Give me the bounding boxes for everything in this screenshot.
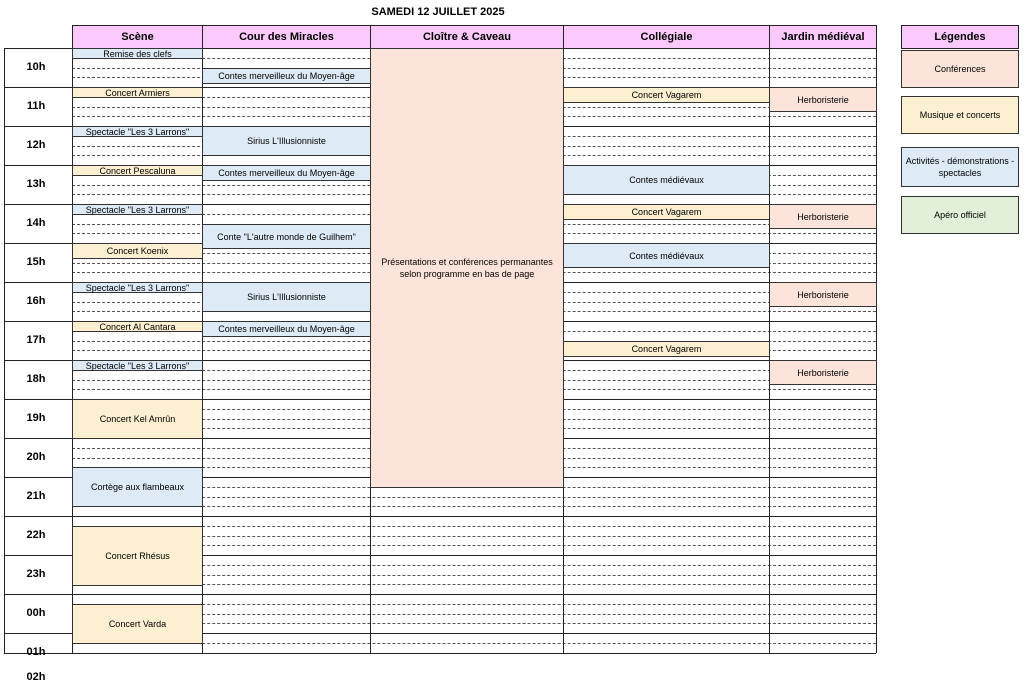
legend-label: Conférences [934,64,986,74]
event-label: Sirius L'Illusionniste [247,136,326,146]
event-block[interactable] [72,126,203,137]
hour-label: 20h [26,451,46,463]
event-label: Contes merveilleux du Moyen-âge [218,71,355,81]
event-block[interactable] [72,48,203,59]
legend-label: Apéro officiel [934,210,986,220]
event-label: Contes merveilleux du Moyen-âge [218,168,355,178]
event-label: Remise des clefs [103,48,172,59]
event-label: Concert Al Cantara [99,321,176,332]
hour-label: 02h [26,671,46,683]
event-label: Conte "L'autre monde de Guilhem" [217,231,356,242]
event-label: Contes merveilleux du Moyen-âge [218,324,355,334]
event-label: Spectacle "Les 3 Larrons" [85,204,190,215]
event-label: Concert Koenix [106,246,169,256]
event-block[interactable] [72,467,203,507]
event-label: Herboristerie [797,367,849,378]
event-block[interactable] [563,165,770,195]
hour-label: 22h [26,529,46,541]
column-header: Cour des Miracles [202,25,371,49]
hour-label: 21h [26,490,46,502]
hour-label: 16h [26,295,46,307]
event-label: Herboristerie [797,211,849,222]
hour-line [4,516,876,517]
event-label: Cortège aux flambeaux [90,482,185,492]
hour-label: 11h [26,100,46,112]
event-block[interactable] [202,68,371,84]
legend-item [901,96,1019,134]
event-label: Spectacle "Les 3 Larrons" [85,126,190,137]
event-label: Contes médiévaux [629,175,704,185]
event-block[interactable] [202,321,371,337]
event-block[interactable] [563,341,770,357]
event-label: Présentations et conférences permanantes selon programme en bas de page [381,257,553,279]
event-block[interactable] [72,87,203,98]
event-label: Sirius L'Illusionniste [247,292,326,302]
event-label: Herboristerie [797,94,849,105]
event-block[interactable] [202,282,371,312]
event-label: Spectacle "Les 3 Larrons" [85,360,190,371]
event-label: Concert Vagarem [631,344,702,354]
column-header: Collégiale [563,25,770,49]
hour-label: 12h [26,139,46,151]
column-header: Jardin médiéval [769,25,877,49]
hour-label: 18h [26,373,46,385]
event-block[interactable] [769,360,877,385]
legend-title: Légendes [901,25,1019,49]
event-block[interactable] [72,321,203,332]
hour-label: 23h [26,568,46,580]
column-divider [876,48,877,653]
event-block[interactable] [563,87,770,103]
event-block[interactable] [769,204,877,229]
page-title: SAMEDI 12 JUILLET 2025 [371,6,505,18]
column-header: Scène [72,25,203,49]
hour-label: 19h [26,412,46,424]
event-block[interactable] [563,204,770,220]
event-label: Concert Vagarem [631,207,702,217]
event-label: Concert Vagarem [631,90,702,100]
event-block[interactable] [72,526,203,586]
event-label: Spectacle "Les 3 Larrons" [85,282,190,293]
hour-line [4,653,876,654]
event-block[interactable] [563,243,770,268]
event-block[interactable] [72,204,203,215]
event-block[interactable] [72,360,203,371]
column-header: Cloître & Caveau [370,25,564,49]
hour-label: 14h [26,217,46,229]
event-block[interactable] [72,604,203,644]
hour-label: 00h [26,607,46,619]
event-label: Concert Rhésus [105,551,170,561]
hour-label: 10h [26,61,46,73]
event-label: Concert Pescaluna [99,165,176,176]
hour-label: 01h [26,646,46,658]
event-block[interactable] [72,399,203,439]
event-label: Contes médiévaux [629,250,704,261]
event-label: Concert Kel Amrûn [99,414,176,424]
event-block[interactable] [72,282,203,293]
hour-label: 13h [26,178,46,190]
hour-line [4,594,876,595]
legend-label: Activités - démonstrations - spectacles [905,156,1015,178]
event-block[interactable] [72,165,203,176]
event-block[interactable] [72,243,203,259]
hour-label: 15h [26,256,46,268]
event-block[interactable] [370,48,564,488]
event-block[interactable] [769,282,877,307]
legend-item [901,196,1019,234]
legend-label: Musique et concerts [919,110,1001,120]
event-block[interactable] [769,87,877,112]
legend-item [901,50,1019,88]
hour-label: 17h [26,334,46,346]
event-label: Concert Varda [108,619,167,629]
event-block[interactable] [202,165,371,181]
event-block[interactable] [202,224,371,249]
legend-item [901,147,1019,187]
event-label: Herboristerie [797,289,849,300]
event-label: Concert Armiers [105,87,170,98]
event-block[interactable] [202,126,371,156]
